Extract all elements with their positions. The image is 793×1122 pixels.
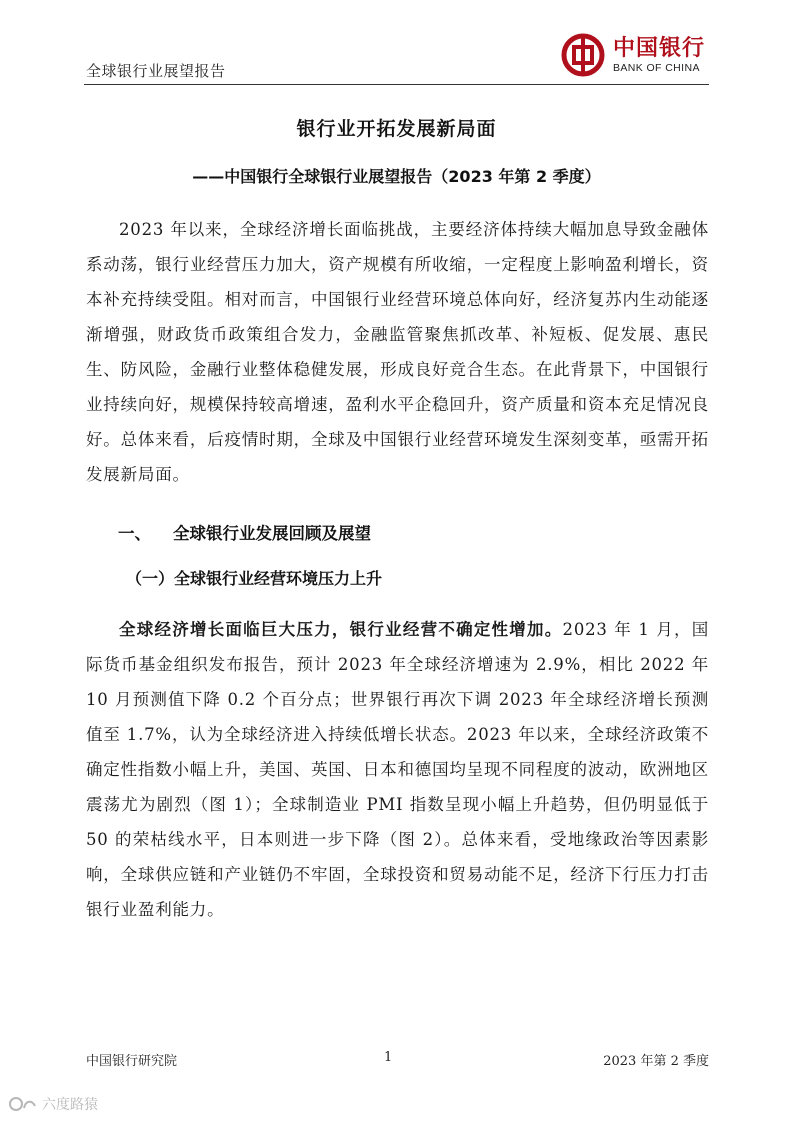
document-title: 银行业开拓发展新局面 <box>296 118 497 140</box>
document-subtitle: ——中国银行全球银行业展望报告（2023 年第 2 季度） <box>192 167 601 186</box>
header-divider <box>84 84 709 85</box>
section-title: 全球银行业发展回顾及展望 <box>173 524 371 543</box>
footer-period: 2023 年第 2 季度 <box>603 1054 709 1069</box>
page-number: 1 <box>384 1050 393 1065</box>
intro-paragraph: 2023 年以来，全球经济增长面临挑战，主要经济体持续大幅加息导致金融体系动荡，银行业经营压力加大，资产规模有所收缩，一定程度上影响盈利增长，资本补充持续受阻。相对而言，中国银行业经营环境总体向好，经济复苏内生动能逐渐增强，财政货币政策组合发力，金融监管聚焦抓改革、补短板、促发展、惠民生、防风险，金融行业整体稳健发展，形成良好竞合生态。在此背景下，中国银行业持续向好，规模保持较高增速，盈利水平企稳回升，资产质量和资本充足情况良好。总体来看，后疫情时期，全球及中国银行业经营环境发生深刻变革，亟需开拓发展新局面。 <box>86 220 709 484</box>
bank-of-china-emblem-icon <box>561 33 605 77</box>
paragraph-body: 2023 年 1 月，国际货币基金组织发布报告，预计 2023 年全球经济增速为 2.9%，相比 2022 年 10 月预测值下降 0.2 个百分点；世界银行再次下调 2023 年全球经济增长预测值至 1.7%，认为全球经济进入持续低增长状态。2023 年以来，全球经济政策不确定性指数小幅上升，美国、英国、日本和德国均呈现不同程度的波动，欧洲地区震荡尤为剧烈（图 1）；全球制造业 PMI 指数呈现小幅上升趋势，但仍明显低于 50 的荣枯线水平，日本则进一步下降（图 2）。总体来看，受地缘政治等因素影响，全球供应链和产业链仍不牢固，全球投资和贸易动能不足，经济下行压力打击银行业盈利能力。 <box>86 620 710 919</box>
section-number: 一、 <box>118 524 151 543</box>
section-heading-1 <box>118 520 371 544</box>
footer-publisher: 中国银行研究院 <box>86 1054 178 1069</box>
header-title: 全球银行业展望报告 <box>86 62 226 80</box>
bank-logo <box>561 30 705 80</box>
section-paragraph <box>86 612 709 927</box>
paragraph-lead-sentence: 全球经济增长面临巨大压力，银行业经营不确定性增加。 <box>119 620 563 639</box>
watermark-text: 六度路猿 <box>42 1097 98 1113</box>
logo-text <box>613 35 705 75</box>
watermark <box>8 1094 98 1114</box>
logo-english-name: BANK OF CHINA <box>612 62 700 74</box>
logo-chinese-name: 中国银行 <box>612 35 705 61</box>
watermark-logo-icon <box>8 1096 38 1112</box>
subsection-heading: （一）全球银行业经营环境压力上升 <box>126 569 383 588</box>
